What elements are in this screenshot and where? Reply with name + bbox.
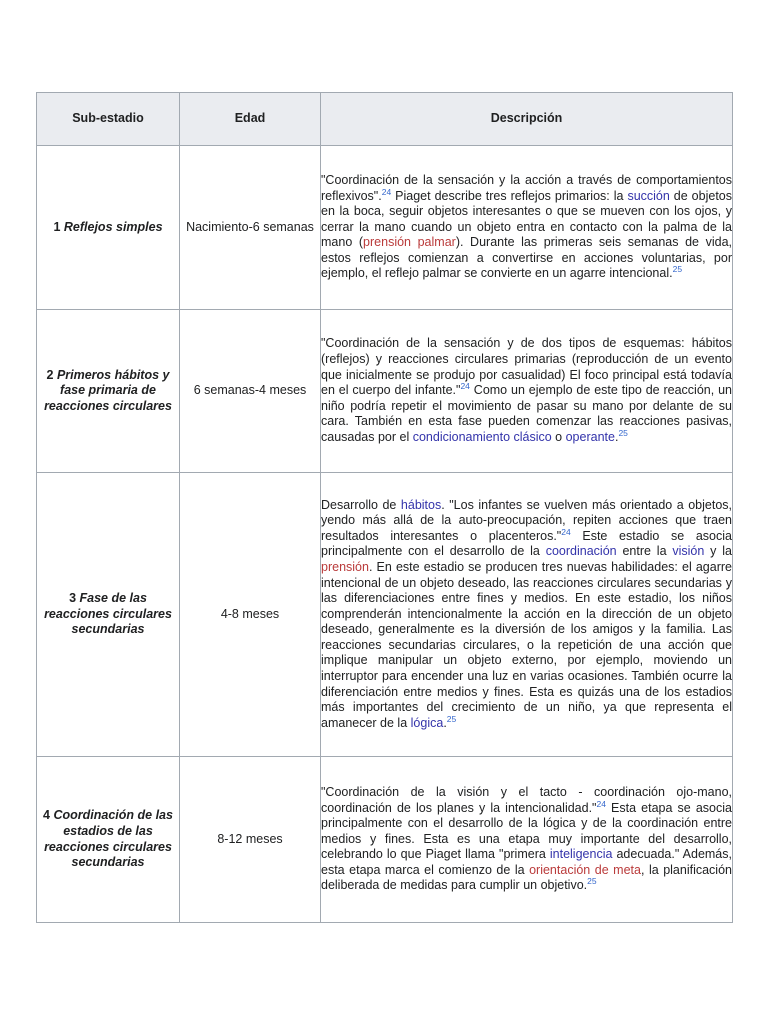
desc-text: Esta etapa se asocia principalmente con el desarrollo de la lógica y de la coordinación entre medios y fines. Esta es una etapa muy importante del desarrollo, celebrando lo que Piaget llama "primera <box>321 800 732 862</box>
link-logica[interactable]: lógica <box>410 715 444 730</box>
age-cell: 8-12 meses <box>180 757 321 923</box>
link-condicionamiento-clasico[interactable]: condicionamiento clásico <box>412 429 552 444</box>
description-cell <box>321 146 733 310</box>
desc-text: . "Los infantes se vuelven más orientado a objetos, yendo más allá de la auto-preocupación, repiten acciones que traen resultados interesantes o placenteros." <box>321 497 732 543</box>
desc-text: Desarrollo de <box>321 497 401 512</box>
age-cell: 6 semanas-4 meses <box>180 310 321 473</box>
reference-link[interactable]: 24 <box>561 526 571 537</box>
header-sub-estadio: Sub-estadio <box>37 93 180 146</box>
stage-cell <box>37 757 180 923</box>
reference-link[interactable]: 25 <box>587 876 597 887</box>
description-cell <box>321 473 733 757</box>
description-cell <box>321 757 733 923</box>
link-coordinacion[interactable]: coordinación <box>545 544 617 559</box>
link-orientacion-de-meta[interactable]: orientación de meta <box>529 862 641 877</box>
link-vision[interactable]: visión <box>672 544 705 559</box>
piaget-stages-table <box>36 92 733 923</box>
table-row <box>37 757 733 923</box>
desc-text: Como un ejemplo de este tipo de reacción, un niño podría repetir el movimiento de pasar su mano por delante de su cara. También en esta fase pueden comenzar las reacciones pasivas, causadas por el <box>321 383 732 444</box>
stage-name: Primeros hábitos y fase primaria de reacciones circulares <box>44 367 172 413</box>
desc-text: . <box>443 715 447 730</box>
reference-link[interactable]: 24 <box>596 798 606 809</box>
stage-name: Reflejos simples <box>63 219 163 234</box>
desc-text: . En este estadio se producen tres nuevas habilidades: el agarre intencional de un objeto deseado, las reacciones circulares secundarias y las diferenciaciones entre fines y medios. En este estadio, los niños comprenderán intencionalmente la acción en la dirección de un objeto deseado, generalmente es la diversión de los amigos y la familia. Las reacciones secundarias circulares, o la repetición de una acción que implique manipular un objeto externo, por ejemplo, moviendo un interruptor para encender una luz en varias ocasiones. También ocurre la diferenciación entre medios y fines. Esta es quizás una de los estadios más importantes del crecimiento de un niño, ya que representa el amanecer de la <box>321 559 732 730</box>
desc-text: o <box>551 429 566 444</box>
link-prension-palmar[interactable]: prensión palmar <box>363 235 456 250</box>
reference-link[interactable]: 24 <box>460 381 470 392</box>
desc-text: , la planificación deliberada de medidas para cumplir un objetivo. <box>321 862 732 893</box>
header-edad: Edad <box>180 93 321 146</box>
link-operante[interactable]: operante <box>565 429 615 444</box>
stage-number: 3 <box>69 591 77 606</box>
link-inteligencia[interactable]: inteligencia <box>549 847 613 862</box>
desc-text: entre la <box>616 544 673 559</box>
desc-text: Piaget describe tres reflejos primarios: la <box>391 188 628 203</box>
desc-text: ). Durante las primeras seis semanas de vida, estos reflejos comienzan a convertirse en acciones voluntarias, por ejemplo, el reflejo palmar se convierte en un agarre intencional. <box>321 235 732 281</box>
reference-link[interactable]: 24 <box>381 186 392 197</box>
stage-number: 1 <box>53 219 61 234</box>
link-prension[interactable]: prensión <box>321 559 369 574</box>
description-cell <box>321 310 733 473</box>
table-row <box>37 473 733 757</box>
stage-name: Fase de las reacciones circulares secundarias <box>44 591 172 637</box>
reference-link[interactable]: 25 <box>618 427 628 438</box>
age-cell: 4-8 meses <box>180 473 321 757</box>
stage-cell <box>37 146 180 310</box>
desc-text: de objetos en la boca, seguir objetos interesantes o que se mueven con los ojos, y cerrar la mano cuando un objeto entra en contacto con la palma de la mano ( <box>321 188 732 250</box>
desc-text: adecuada." Además, esta etapa marca el comienzo de la <box>321 847 732 877</box>
desc-text: y la <box>704 544 732 559</box>
link-habitos[interactable]: hábitos <box>400 497 442 512</box>
age-cell: Nacimiento-6 semanas <box>180 146 321 310</box>
table-header-row <box>37 93 733 146</box>
desc-text: Este estadio se asocia principalmente con el desarrollo de la <box>321 528 732 559</box>
desc-text: "Coordinación de la sensación y de dos tipos de esquemas: hábitos (reflejos) y reacciones circulares primarias (reproducción de un evento que inicialmente se produjo por casualidad) El foco principal está todavía en el cuerpo del infante." <box>321 336 732 398</box>
desc-text: "Coordinación de la sensación y la acción a través de comportamientos reflexivos". <box>321 172 732 203</box>
table-row <box>37 146 733 310</box>
table-row <box>37 310 733 473</box>
header-descripcion: Descripción <box>321 93 733 146</box>
stage-number: 4 <box>43 808 50 823</box>
stage-number: 2 <box>46 367 54 382</box>
desc-text: "Coordinación de la visión y el tacto - coordinación ojo-mano, coordinación de los planes y la intencionalidad." <box>321 784 732 815</box>
reference-link[interactable]: 25 <box>446 713 457 724</box>
stage-name: Coordinación de las estadios de las reacciones circulares secundarias <box>44 808 173 870</box>
stage-cell <box>37 473 180 757</box>
link-succion[interactable]: succión <box>627 188 670 203</box>
reference-link[interactable]: 25 <box>672 264 683 275</box>
desc-text: . <box>614 429 619 444</box>
stage-cell <box>37 310 180 473</box>
